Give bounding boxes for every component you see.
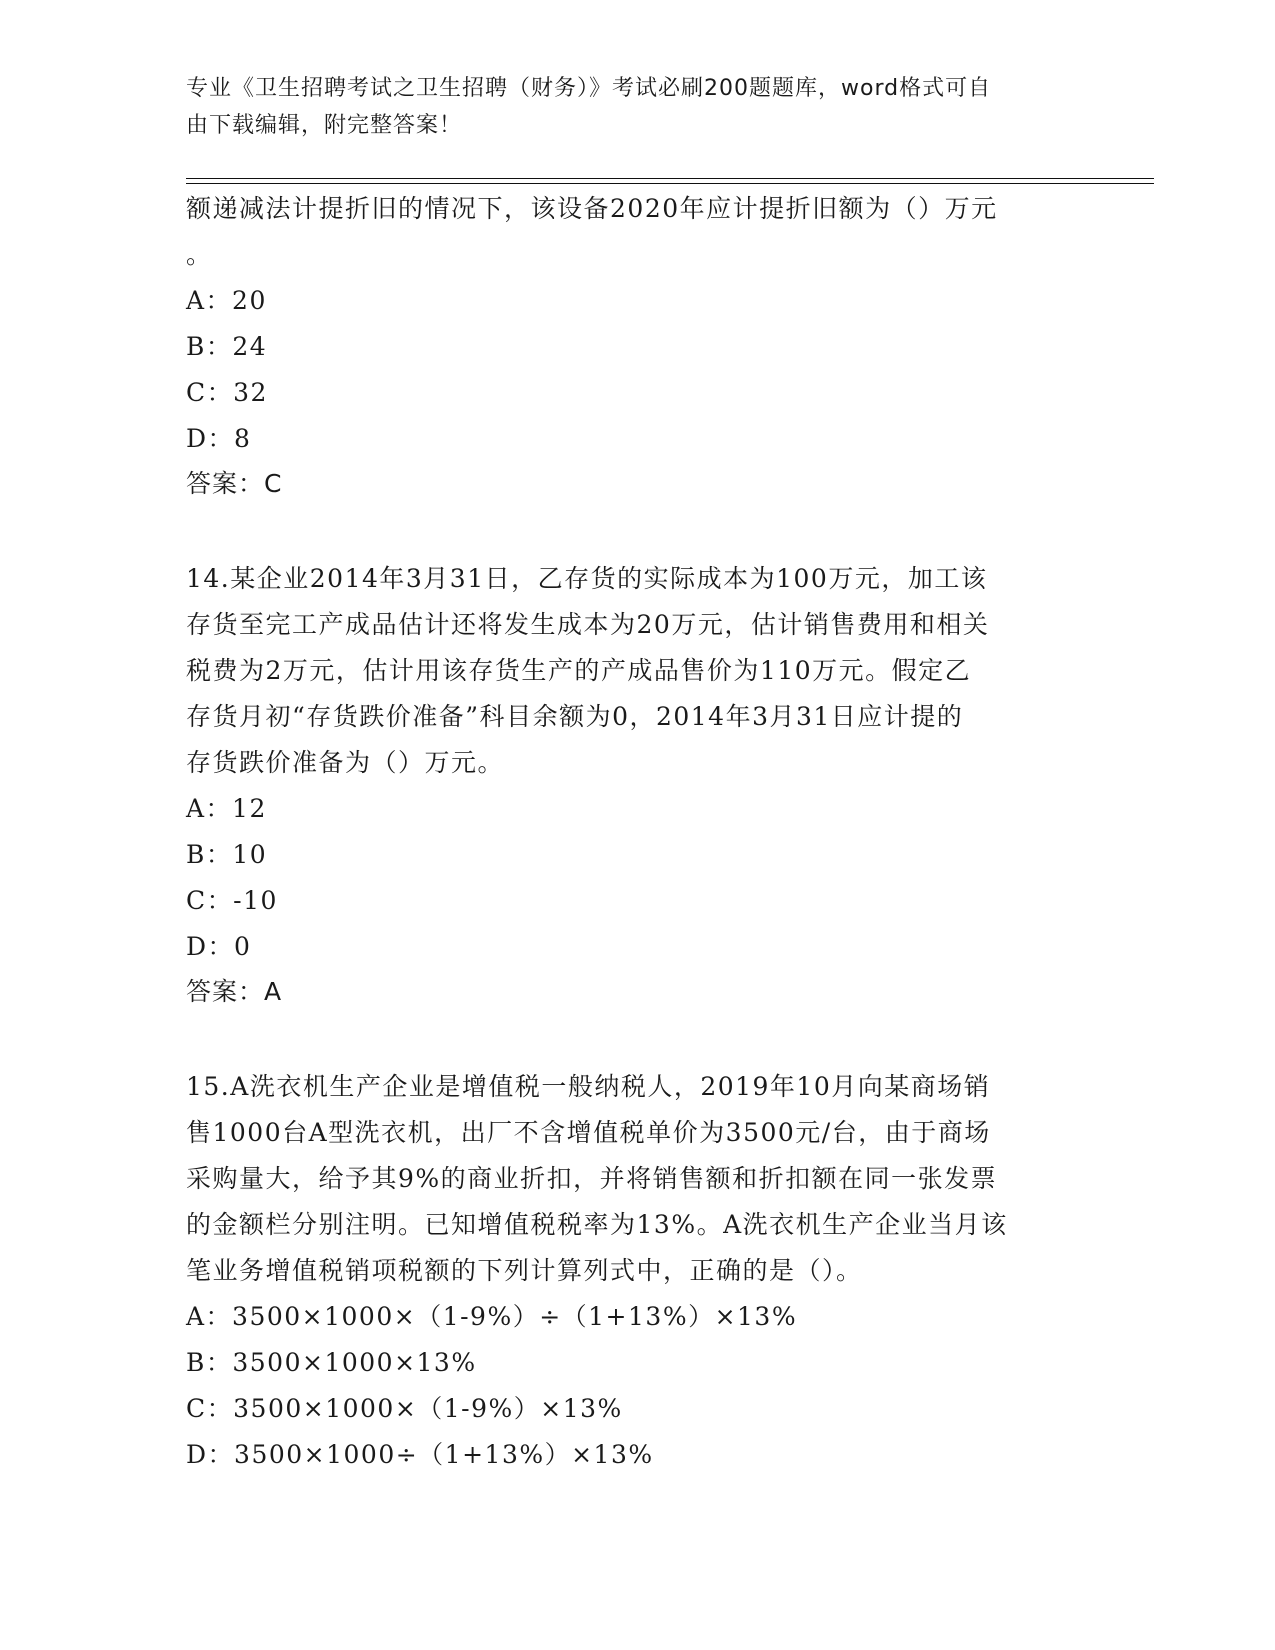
- question-13-option-d: D：8: [186, 424, 252, 453]
- question-15-stem-line: 售1000台A型洗衣机，出厂不含增值税单价为3500元/台，由于商场: [186, 1118, 991, 1147]
- question-13-stem-line: 额递减法计提折旧的情况下，该设备2020年应计提折旧额为（）万元: [186, 194, 998, 223]
- question-14-stem-line: 存货跌价准备为（）万元。: [186, 748, 505, 777]
- question-14-option-c: C：-10: [186, 886, 278, 915]
- document-body: [186, 186, 1086, 1478]
- question-13-option-a: A：20: [186, 286, 267, 315]
- header-line-2: 由下载编辑，附完整答案！: [186, 113, 463, 138]
- header-rule-bottom: [186, 183, 1154, 184]
- question-15-stem-line: 的金额栏分别注明。已知增值税税率为13%。A洗衣机生产企业当月该: [186, 1210, 1008, 1239]
- question-13-option-c: C：32: [186, 378, 268, 407]
- question-13: [186, 186, 1086, 506]
- question-14: [186, 556, 1086, 1014]
- question-15-option-c: C：3500×1000×（1-9%）×13%: [186, 1394, 623, 1423]
- question-14-option-b: B：10: [186, 840, 268, 869]
- question-15-option-d: D：3500×1000÷（1+13%）×13%: [186, 1440, 654, 1469]
- question-14-stem-line: 14.某企业2014年3月31日，乙存货的实际成本为100万元，加工该: [186, 564, 988, 593]
- question-13-option-b: B：24: [186, 332, 268, 361]
- header-rule-top: [186, 178, 1154, 179]
- question-14-answer: 答案：A: [186, 977, 283, 1006]
- question-15-stem-line: 笔业务增值税销项税额的下列计算列式中，正确的是（）。: [186, 1256, 863, 1285]
- question-14-stem-line: 存货至完工产成品估计还将发生成本为20万元，估计销售费用和相关: [186, 610, 990, 639]
- question-15: [186, 1064, 1086, 1478]
- question-15-option-b: B：3500×1000×13%: [186, 1348, 477, 1377]
- question-15-stem-line: 15.A洗衣机生产企业是增值税一般纳税人，2019年10月向某商场销: [186, 1072, 991, 1101]
- document-header: [186, 70, 1086, 144]
- question-15-stem-line: 采购量大，给予其9%的商业折扣，并将销售额和折扣额在同一张发票: [186, 1164, 998, 1193]
- question-15-option-a: A：3500×1000×（1-9%）÷（1+13%）×13%: [186, 1302, 798, 1331]
- question-14-stem-line: 存货月初“存货跌价准备”科目余额为0，2014年3月31日应计提的: [186, 702, 964, 731]
- question-14-stem-line: 税费为2万元，估计用该存货生产的产成品售价为110万元。假定乙: [186, 656, 972, 685]
- question-13-answer: 答案：C: [186, 469, 283, 498]
- header-line-1: 专业《卫生招聘考试之卫生招聘（财务）》考试必刷200题题库，word格式可自: [186, 76, 992, 101]
- question-14-option-a: A：12: [186, 794, 267, 823]
- question-13-stem-line: 。: [186, 240, 213, 269]
- question-14-option-d: D：0: [186, 932, 252, 961]
